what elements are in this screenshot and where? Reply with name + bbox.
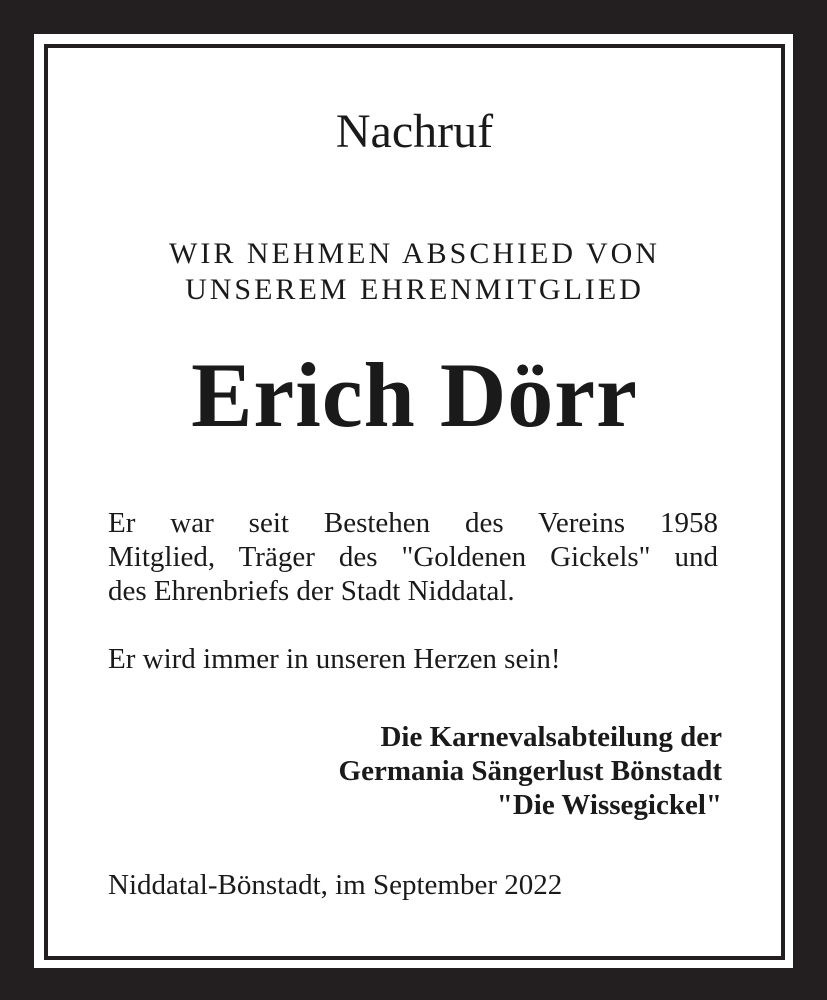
notice-title: Nachruf — [335, 105, 494, 158]
bio-line-3: des Ehrenbriefs der Stadt Niddatal. — [108, 575, 515, 607]
signature-line-2: Germania Sängerlust Bönstadt — [338, 755, 722, 787]
subtitle-line-2: UNSEREM EHRENMITGLIED — [185, 273, 644, 306]
farewell-text: Er wird immer in unseren Herzen sein! — [108, 643, 561, 675]
obituary-notice — [34, 34, 793, 968]
bio-line-2: Mitglied, Träger des "Goldenen Gickels" und — [108, 541, 718, 573]
deceased-name: Erich Dörr — [191, 344, 638, 446]
subtitle-line-1: WIR NEHMEN ABSCHIED VON — [169, 237, 660, 270]
signature-line-3: "Die Wissegickel" — [496, 789, 722, 821]
bio-line-1: Er war seit Bestehen des Vereins 1958 — [108, 507, 718, 539]
black-frame-border — [44, 44, 785, 960]
signature-line-1: Die Karnevalsabteilung der — [380, 721, 722, 753]
place-and-date: Niddatal-Bönstadt, im September 2022 — [108, 869, 563, 901]
